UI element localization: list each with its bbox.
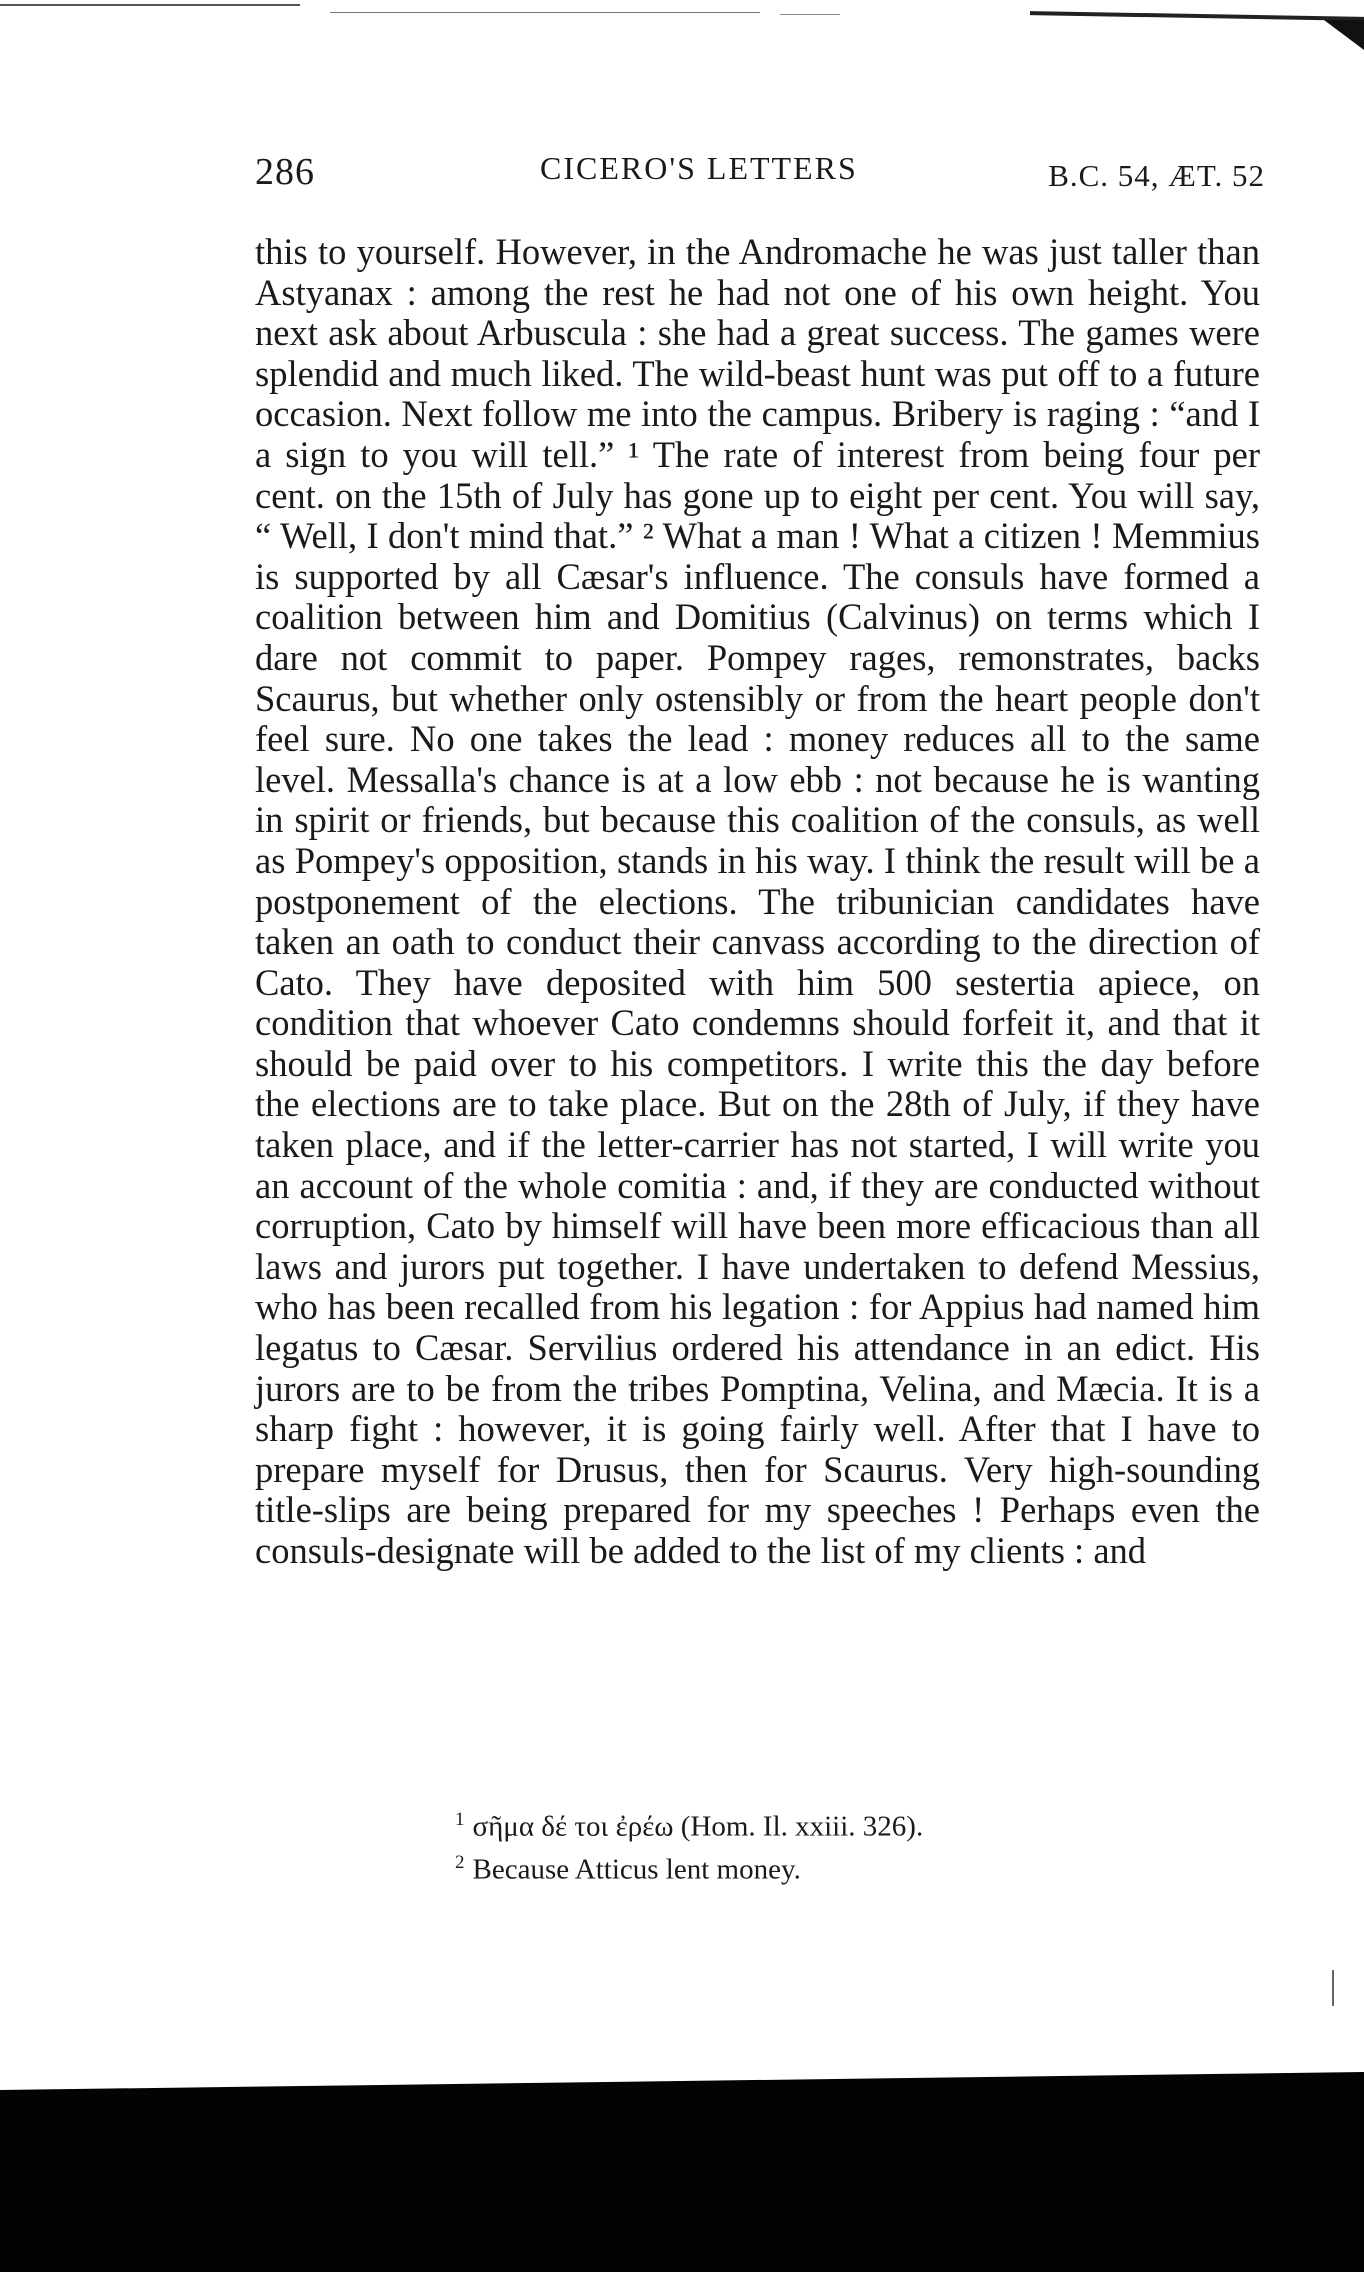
- footnote-marker: 1: [455, 1809, 465, 1830]
- scan-bottom-shadow: [0, 2072, 1364, 2272]
- footnote-text: σῆμα δέ τοι ἐρέω (Hom. Il. xxiii. 326).: [472, 1810, 924, 1843]
- letter-body-text: this to yourself. However, in the Andromache he was just taller than Astyanax : among the rest he had not one of his own height. You next ask about Arbuscula : she had a great success. The games were splendid and much liked. The wild-beast hunt was put off to a future occasion. Next follow me into the campus. Bribery is raging : “and I a sign to you will tell.” ¹ The rate of interest from being four per cent. on the 15th of July has gone up to eight per cent. You will say, “ Well, I don't mind that.” ² What a man ! What a citizen ! Memmius is supported by all Cæsar's influence. The consuls have formed a coalition between him and Domitius (Calvinus) on terms which I dare not commit to paper. Pompey rages, remonstrates, backs Scaurus, but whether only ostensibly or from the heart people don't feel sure. No one takes the lead : money reduces all to the same level. Messalla's chance is at a low ebb : not because he is wanting in spirit or friends, but because this coalition of the consuls, as well as Pompey's opposition, stands in his way. I think the result will be a postponement of the elections. The tribunician candidates have taken an oath to conduct their canvass according to the direction of Cato. They have deposited with him 500 sestertia apiece, on condition that whoever Cato condemns should forfeit it, and that it should be paid over to his competitors. I write this the day before the elections are to take place. But on the 28th of July, if they have taken place, and if the letter-carrier has not started, I will write you an account of the whole comitia : and, if they are conducted without corruption, Cato by himself will have been more efficacious than all laws and jurors put together. I have undertaken to defend Messius, who has been recalled from his legation : for Appius had named him legatus to Cæsar. Servilius ordered his attendance in an edict. His jurors are to be from the tribes Pomptina, Velina, and Mæcia. It is a sharp fight : however, it is going fairly well. After that I have to prepare myself for Drusus, then for Scaurus. Very high-sounding title-slips are being prepared for my speeches ! Perhaps even the consuls-designate will be added to the list of my clients : and: [255, 231, 1260, 1571]
- scan-edge-line: [330, 12, 760, 13]
- scan-edge-line: [1030, 11, 1364, 21]
- footnote-2: [455, 1845, 1155, 1888]
- page-number: 286: [255, 151, 315, 193]
- footnote-text: Because Atticus lent money.: [472, 1853, 801, 1886]
- scan-edge-line: [780, 14, 840, 15]
- scan-corner-shadow: [1324, 20, 1364, 50]
- margin-mark: [1332, 1970, 1334, 2006]
- footnote-1: [455, 1802, 1155, 1845]
- scan-edge-line: [0, 4, 300, 6]
- running-title: CICERO'S LETTERS: [540, 150, 858, 186]
- date-reference: B.C. 54, ÆT. 52: [1048, 158, 1265, 193]
- footnotes: [455, 1802, 1155, 1887]
- footnote-marker: 2: [455, 1851, 465, 1873]
- page-header: [255, 150, 1265, 200]
